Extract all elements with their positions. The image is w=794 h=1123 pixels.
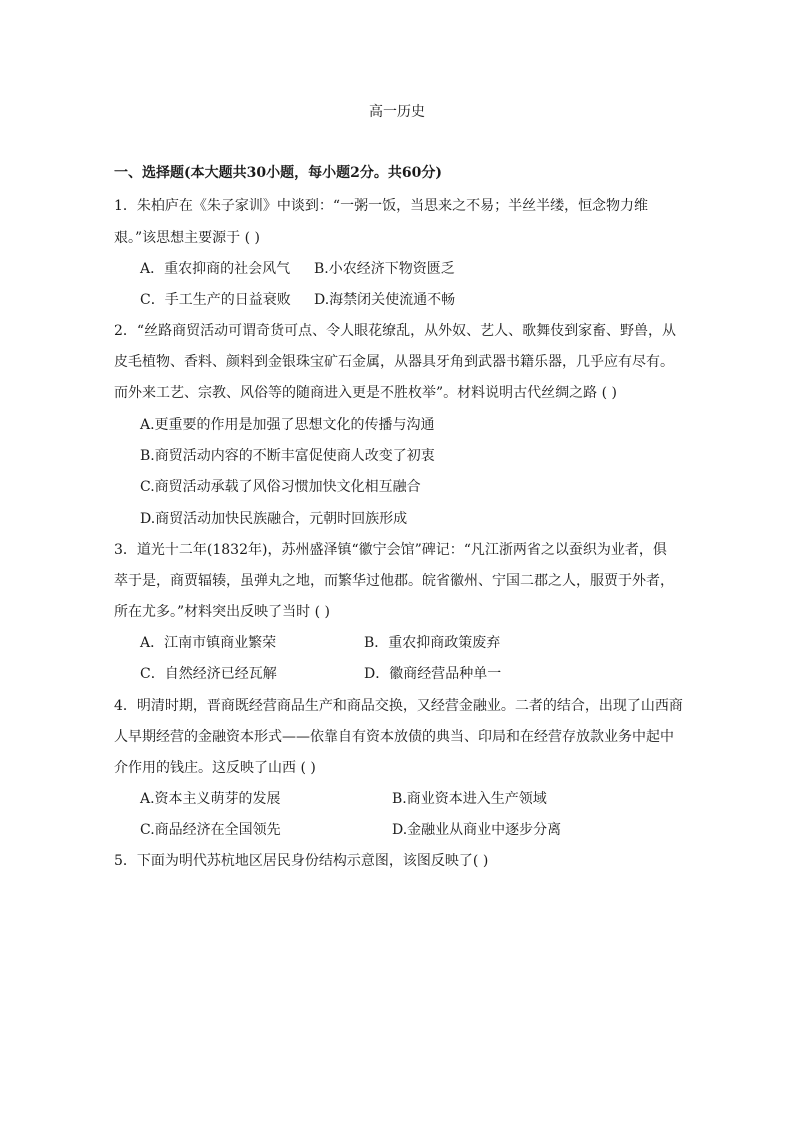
question-1-option-d: D.海禁闭关使流通不畅 — [314, 292, 456, 308]
question-4-option-c: C.商品经济在全国领先 — [140, 822, 281, 838]
question-1-option-b: B.小农经济下物资匮乏 — [314, 261, 455, 277]
question-3-option-a: A．江南市镇商业繁荣 — [140, 635, 277, 651]
question-2-stem-line-2: 皮毛植物、香料、颜料到金银珠宝矿石金属，从器具牙角到武器书籍乐器，几乎应有尽有。 — [114, 354, 674, 370]
question-2-stem-line-3: 而外来工艺、宗教、风俗等的随商进入更是不胜枚举”。材料说明古代丝绸之路 ( ) — [114, 385, 617, 401]
question-1-option-a: A．重农抑商的社会风气 — [140, 261, 291, 277]
page-title: 高一历史 — [369, 104, 425, 120]
question-3-option-c: C．自然经济已经瓦解 — [140, 666, 277, 682]
question-3-option-d: D．徽商经营品种单一 — [364, 666, 502, 682]
question-5-stem-line-1: 5．下面为明代苏杭地区居民身份结构示意图，该图反映了( ) — [114, 853, 489, 869]
question-2-option-c: C.商贸活动承载了风俗习惯加快文化相互融合 — [140, 479, 421, 495]
question-2-option-a: A.更重要的作用是加强了思想文化的传播与沟通 — [140, 417, 435, 433]
question-1-stem-line-1: 1．朱柏庐在《朱子家训》中谈到：“一粥一饭，当思来之不易；半丝半缕，恒念物力维 — [114, 198, 649, 214]
question-3-stem-line-3: 所在尤多。”材料突出反映了当时 ( ) — [114, 604, 330, 620]
question-3-stem-line-2: 萃于是，商贾辐辏，虽弹丸之地，而繁华过他郡。皖省徽州、宁国二郡之人，服贾于外者， — [114, 573, 674, 589]
question-2-option-d: D.商贸活动加快民族融合，元朝时回族形成 — [140, 511, 408, 527]
question-3-option-b: B．重农抑商政策废弃 — [364, 635, 501, 651]
question-3-stem-line-1: 3．道光十二年(1832年)，苏州盛泽镇“徽宁会馆”碑记：“凡江浙两省之以蚕织为业者，俱 — [114, 542, 667, 558]
question-2-option-b: B.商贸活动内容的不断丰富促使商人改变了初衷 — [140, 448, 435, 464]
question-4-stem-line-2: 人早期经营的金融资本形式——依靠自有资本放债的典当、印局和在经营存放款业务中起中 — [114, 729, 674, 745]
question-1-stem-line-2: 艰。”该思想主要源于 ( ) — [114, 230, 260, 246]
question-4-option-d: D.金融业从商业中逐步分离 — [392, 822, 562, 838]
question-1-option-c: C．手工生产的日益衰败 — [140, 292, 291, 308]
question-4-option-b: B.商业资本进入生产领域 — [392, 791, 547, 807]
question-2-stem-line-1: 2．“丝路商贸活动可谓奇货可点、令人眼花缭乱，从外奴、艺人、歌舞伎到家畜、野兽，从 — [114, 323, 677, 339]
question-4-option-a: A.资本主义萌芽的发展 — [140, 791, 281, 807]
question-4-stem-line-3: 介作用的钱庄。这反映了山西 ( ) — [114, 760, 316, 776]
question-4-stem-line-1: 4．明清时期，晋商既经营商品生产和商品交换，又经营金融业。二者的结合，出现了山西商 — [114, 698, 683, 714]
section-heading: 一、选择题(本大题共30小题，每小题2分。共60分) — [114, 165, 442, 181]
